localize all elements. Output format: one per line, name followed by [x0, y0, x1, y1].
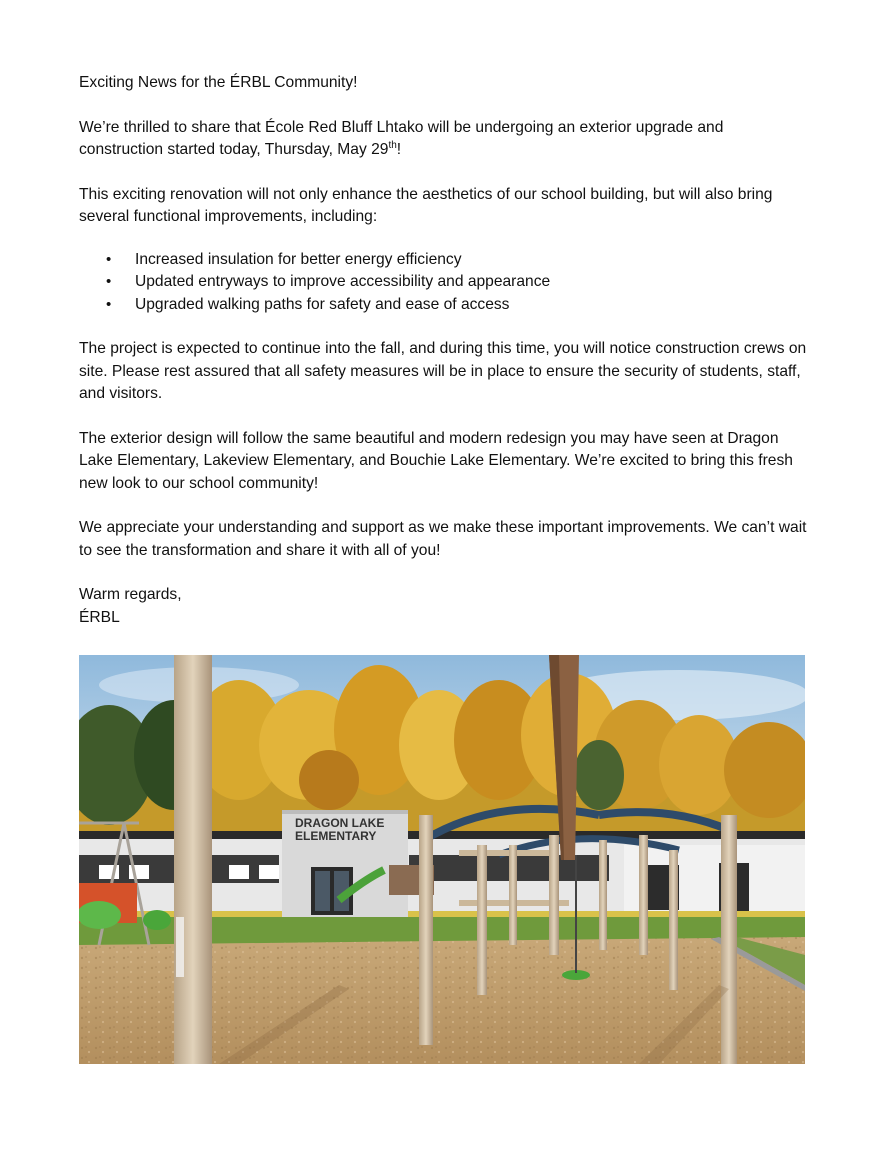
date-suffix: th [388, 139, 397, 151]
intro-text: We’re thrilled to share that École Red Bluff Lhtako will be undergoing an exterior upgrade and construction started today, Thursday, May 29 [79, 118, 724, 158]
closing-line: Warm regards, [79, 586, 182, 603]
intro-end: ! [396, 141, 402, 158]
design-paragraph: The exterior design will follow the same beautiful and modern redesign you may have seen at Dragon Lake Elementary, Lakeview Elementary, and Bouchie Lake Elementary. We’re excited to bring this fresh new look to our school community! [79, 429, 793, 492]
school-sign-line1: DRAGON LAKE [295, 816, 385, 830]
school-sign-line2: ELEMENTARY [295, 829, 377, 843]
improvements-intro: This exciting renovation will not only enhance the aesthetics of our school building, but will also bring several functional improvements, including: [79, 185, 773, 225]
list-item: • Increased insulation for better energy efficiency [135, 249, 809, 272]
list-item: • Upgraded walking paths for safety and ease of access [135, 294, 809, 317]
appreciation-paragraph: We appreciate your understanding and support as we make these important improvements. We can’t wait to see the transformation and share it with all of you! [79, 519, 807, 559]
letter-body [79, 72, 809, 629]
intro-paragraph [79, 117, 809, 162]
letter-heading: Exciting News for the ÉRBL Community! [79, 74, 358, 91]
foreground-pole [174, 655, 212, 1064]
timeline-paragraph: The project is expected to continue into the fall, and during this time, you will notice construction crews on site. Please rest assured that all safety measures will be in place to ensure the security of students, staff, and visitors. [79, 340, 807, 402]
improvements-list [79, 249, 809, 317]
list-item: • Updated entryways to improve accessibility and appearance [135, 271, 809, 294]
signature: ÉRBL [79, 608, 120, 626]
school-playground-photo [79, 655, 805, 1064]
